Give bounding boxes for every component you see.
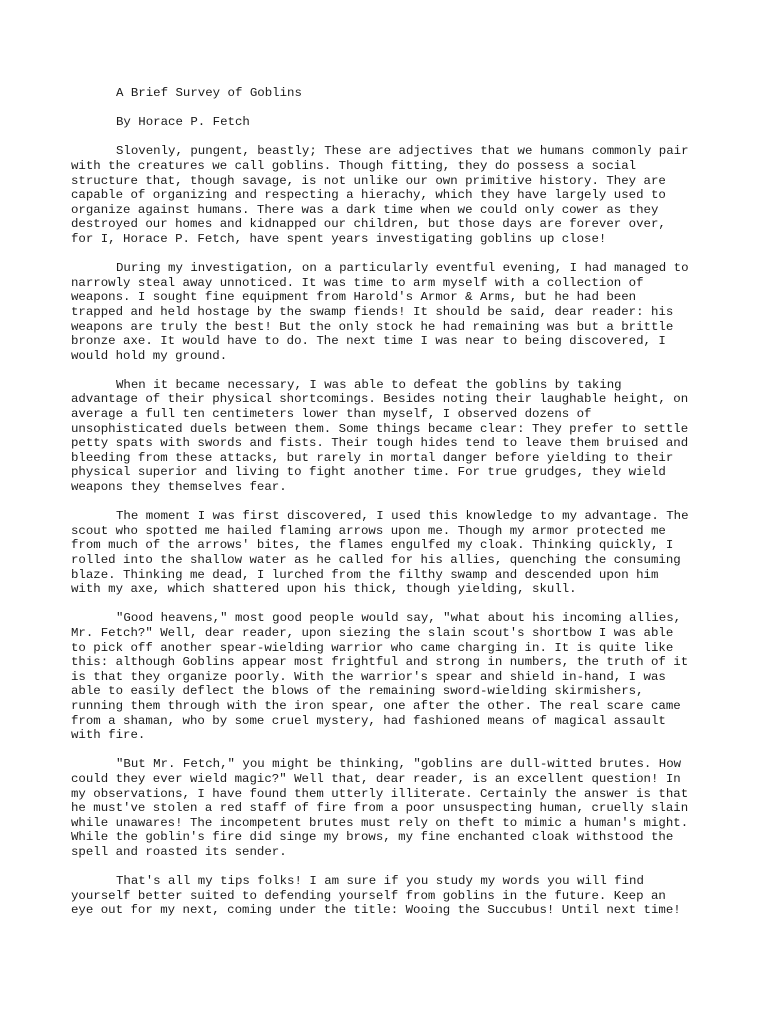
paragraph-line: he must've stolen a red staff of fire from a poor unsuspecting human, cruelly slain bbox=[71, 801, 689, 816]
paragraph bbox=[71, 611, 711, 742]
paragraph-line: while unawares! The incompetent brutes must rely on theft to mimic a human's might. bbox=[71, 815, 689, 830]
document-body bbox=[71, 144, 711, 917]
document-byline: By Horace P. Fetch bbox=[116, 115, 250, 130]
paragraph-line: capable of organizing and respecting a hierachy, which they have largely used to bbox=[71, 188, 666, 203]
paragraph-line: "Good heavens," most good people would say, "what about his incoming allies, bbox=[116, 611, 682, 626]
paragraph-line: running them through with the iron spear, one after the other. The real scare came bbox=[71, 698, 681, 713]
paragraph-line: would hold my ground. bbox=[71, 348, 228, 363]
paragraph-line: eye out for my next, coming under the title: Wooing the Succubus! Until next time! bbox=[71, 903, 681, 918]
paragraph-line: trapped and held hostage by the swamp fiends! It should be said, dear reader: his bbox=[71, 304, 674, 319]
paragraph-line: for I, Horace P. Fetch, have spent years investigating goblins up close! bbox=[71, 231, 607, 246]
document-title: A Brief Survey of Goblins bbox=[116, 86, 302, 100]
document-page bbox=[71, 86, 711, 932]
paragraph bbox=[71, 874, 711, 918]
paragraph-line: could they ever wield magic?" Well that, dear reader, is an excellent question! In bbox=[71, 771, 681, 786]
paragraph-line: average a full ten centimeters lower than myself, I observed dozens of bbox=[71, 407, 592, 422]
paragraph-line: with my axe, which shattered upon his thick, though yielding, skull. bbox=[71, 582, 577, 597]
paragraph-line: from much of the arrows' bites, the flames engulfed my cloak. Thinking quickly, I bbox=[71, 538, 674, 553]
paragraph-line: with fire. bbox=[71, 728, 146, 743]
paragraph-line: The moment I was first discovered, I used this knowledge to my advantage. The bbox=[116, 509, 689, 524]
paragraph-line: weapons are truly the best! But the only stock he had remaining was but a brittle bbox=[71, 319, 674, 334]
paragraph-line: to pick off another spear-wielding warrior who came charging in. It is quite like bbox=[71, 640, 674, 655]
paragraph-line: able to easily deflect the blows of the remaining sword-wielding skirmishers, bbox=[71, 684, 644, 699]
paragraph-line: narrowly steal away unnoticed. It was time to arm myself with a collection of bbox=[71, 275, 644, 290]
paragraph-line: That's all my tips folks! I am sure if you study my words you will find bbox=[116, 874, 644, 889]
paragraph bbox=[71, 509, 711, 597]
paragraph-line: from a shaman, who by some cruel mystery, had fashioned means of magical assault bbox=[71, 713, 666, 728]
paragraph-line: is that they organize poorly. With the warrior's spear and shield in-hand, I was bbox=[71, 669, 666, 684]
paragraph-line: petty spats with swords and fists. Their tough hides tend to leave them bruised and bbox=[71, 436, 689, 451]
paragraph bbox=[71, 144, 711, 246]
paragraph-line: weapons. I sought fine equipment from Harold's Armor & Arms, but he had been bbox=[71, 290, 637, 305]
paragraph-line: scout who spotted me hailed flaming arrows upon me. Though my armor protected me bbox=[71, 523, 666, 538]
paragraph-line: bleeding from these attacks, but rarely in mortal danger before yielding to their bbox=[71, 450, 674, 465]
paragraph-line: yourself better suited to defending yourself from goblins in the future. Keep an bbox=[71, 888, 666, 903]
paragraph-line: physical superior and living to fight another time. For true grudges, they wield bbox=[71, 465, 666, 480]
paragraph bbox=[71, 378, 711, 495]
paragraph-line: structure that, though savage, is not unlike our own primitive history. They are bbox=[71, 173, 666, 188]
paragraph-line: blaze. Thinking me dead, I lurched from the filthy swamp and descended upon him bbox=[71, 567, 659, 582]
paragraph-line: During my investigation, on a particularly eventful evening, I had managed to bbox=[116, 261, 689, 276]
paragraph-line: Mr. Fetch?" Well, dear reader, upon siezing the slain scout's shortbow I was able bbox=[71, 625, 674, 640]
paragraph-line: unsophisticated duels between them. Some things became clear: They prefer to settle bbox=[71, 421, 689, 436]
paragraph-line: Slovenly, pungent, beastly; These are adjectives that we humans commonly pair bbox=[116, 144, 689, 159]
paragraph bbox=[71, 261, 711, 363]
paragraph-line: organize against humans. There was a dark time when we could only cower as they bbox=[71, 202, 659, 217]
paragraph-line: with the creatures we call goblins. Though fitting, they do possess a social bbox=[71, 158, 637, 173]
paragraph-line: weapons they themselves fear. bbox=[71, 480, 287, 495]
paragraph-line: spell and roasted its sender. bbox=[71, 844, 287, 859]
paragraph-line: rolled into the shallow water as he called for his allies, quenching the consuming bbox=[71, 553, 681, 567]
paragraph bbox=[71, 757, 711, 859]
paragraph-line: When it became necessary, I was able to defeat the goblins by taking bbox=[116, 377, 622, 392]
paragraph-line: bronze axe. It would have to do. The next time I was near to being discovered, I bbox=[71, 334, 666, 349]
paragraph-line: "But Mr. Fetch," you might be thinking, "goblins are dull-witted brutes. How bbox=[116, 757, 682, 772]
paragraph-line: advantage of their physical shortcomings. Besides noting their laughable height, on bbox=[71, 392, 689, 407]
paragraph-line: While the goblin's fire did singe my brows, my fine enchanted cloak withstood the bbox=[71, 830, 674, 845]
paragraph-line: my observations, I have found them utterly illiterate. Certainly the answer is that bbox=[71, 786, 689, 801]
paragraph-line: this: although Goblins appear most frightful and strong in numbers, the truth of it bbox=[71, 655, 689, 670]
paragraph-line: destroyed our homes and kidnapped our children, but those days are forever over, bbox=[71, 217, 666, 232]
